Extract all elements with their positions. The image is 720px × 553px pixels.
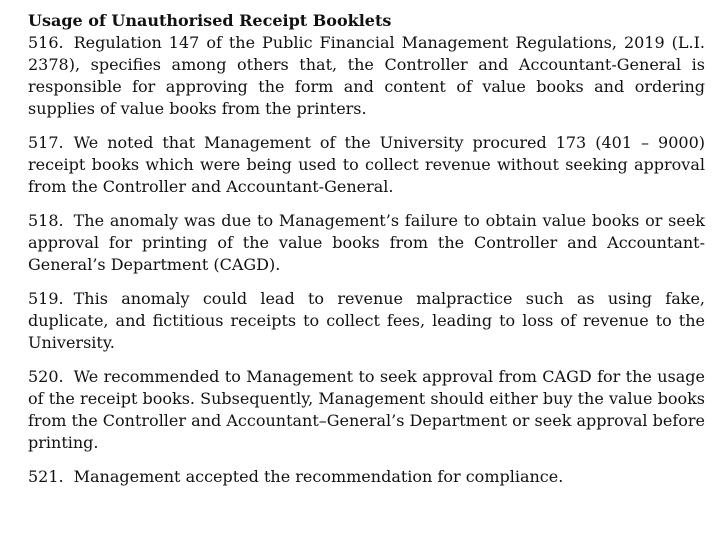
paragraph-text: Regulation 147 of the Public Financial Management Regulations, 2019 (L.I. 2378), specifies among others that, the Controller and Accountant-General is responsible for approving the form and content of value books and ordering supplies of value books from the printers.: [28, 33, 705, 118]
paragraph-number: 520.: [28, 367, 64, 386]
section-heading: Usage of Unauthorised Receipt Booklets: [28, 11, 392, 30]
paragraph-text: The anomaly was due to Management’s failure to obtain value books or seek approval for printing of the value books from the Controller and Accountant-General’s Department (CAGD).: [28, 211, 705, 274]
paragraph-number: 517.: [28, 133, 64, 152]
paragraph-number: 518.: [28, 211, 64, 230]
paragraph-518: [28, 210, 705, 276]
paragraph-text: This anomaly could lead to revenue malpractice such as using fake, duplicate, and fictitious receipts to collect fees, leading to loss of revenue to the University.: [28, 289, 705, 352]
paragraph-text: Management accepted the recommendation for compliance.: [73, 467, 564, 486]
paragraph-text: We recommended to Management to seek approval from CAGD for the usage of the receipt books. Subsequently, Management should either buy the value books from the Controller and Accountant–General’s Department or seek approval before printing.: [28, 367, 705, 452]
paragraph-517: [28, 132, 705, 198]
paragraph-516: [28, 32, 705, 120]
paragraph-number: 521.: [28, 467, 64, 486]
document-body: [28, 10, 705, 488]
paragraph-520: [28, 366, 705, 454]
paragraph-number: 519.: [28, 289, 64, 308]
paragraph-text: We noted that Management of the University procured 173 (401 – 9000) receipt books which were being used to collect revenue without seeking approval from the Controller and Accountant-General.: [28, 133, 705, 196]
paragraph-519: [28, 288, 705, 354]
paragraph-number: 516.: [28, 33, 64, 52]
paragraph-521: [28, 466, 705, 488]
